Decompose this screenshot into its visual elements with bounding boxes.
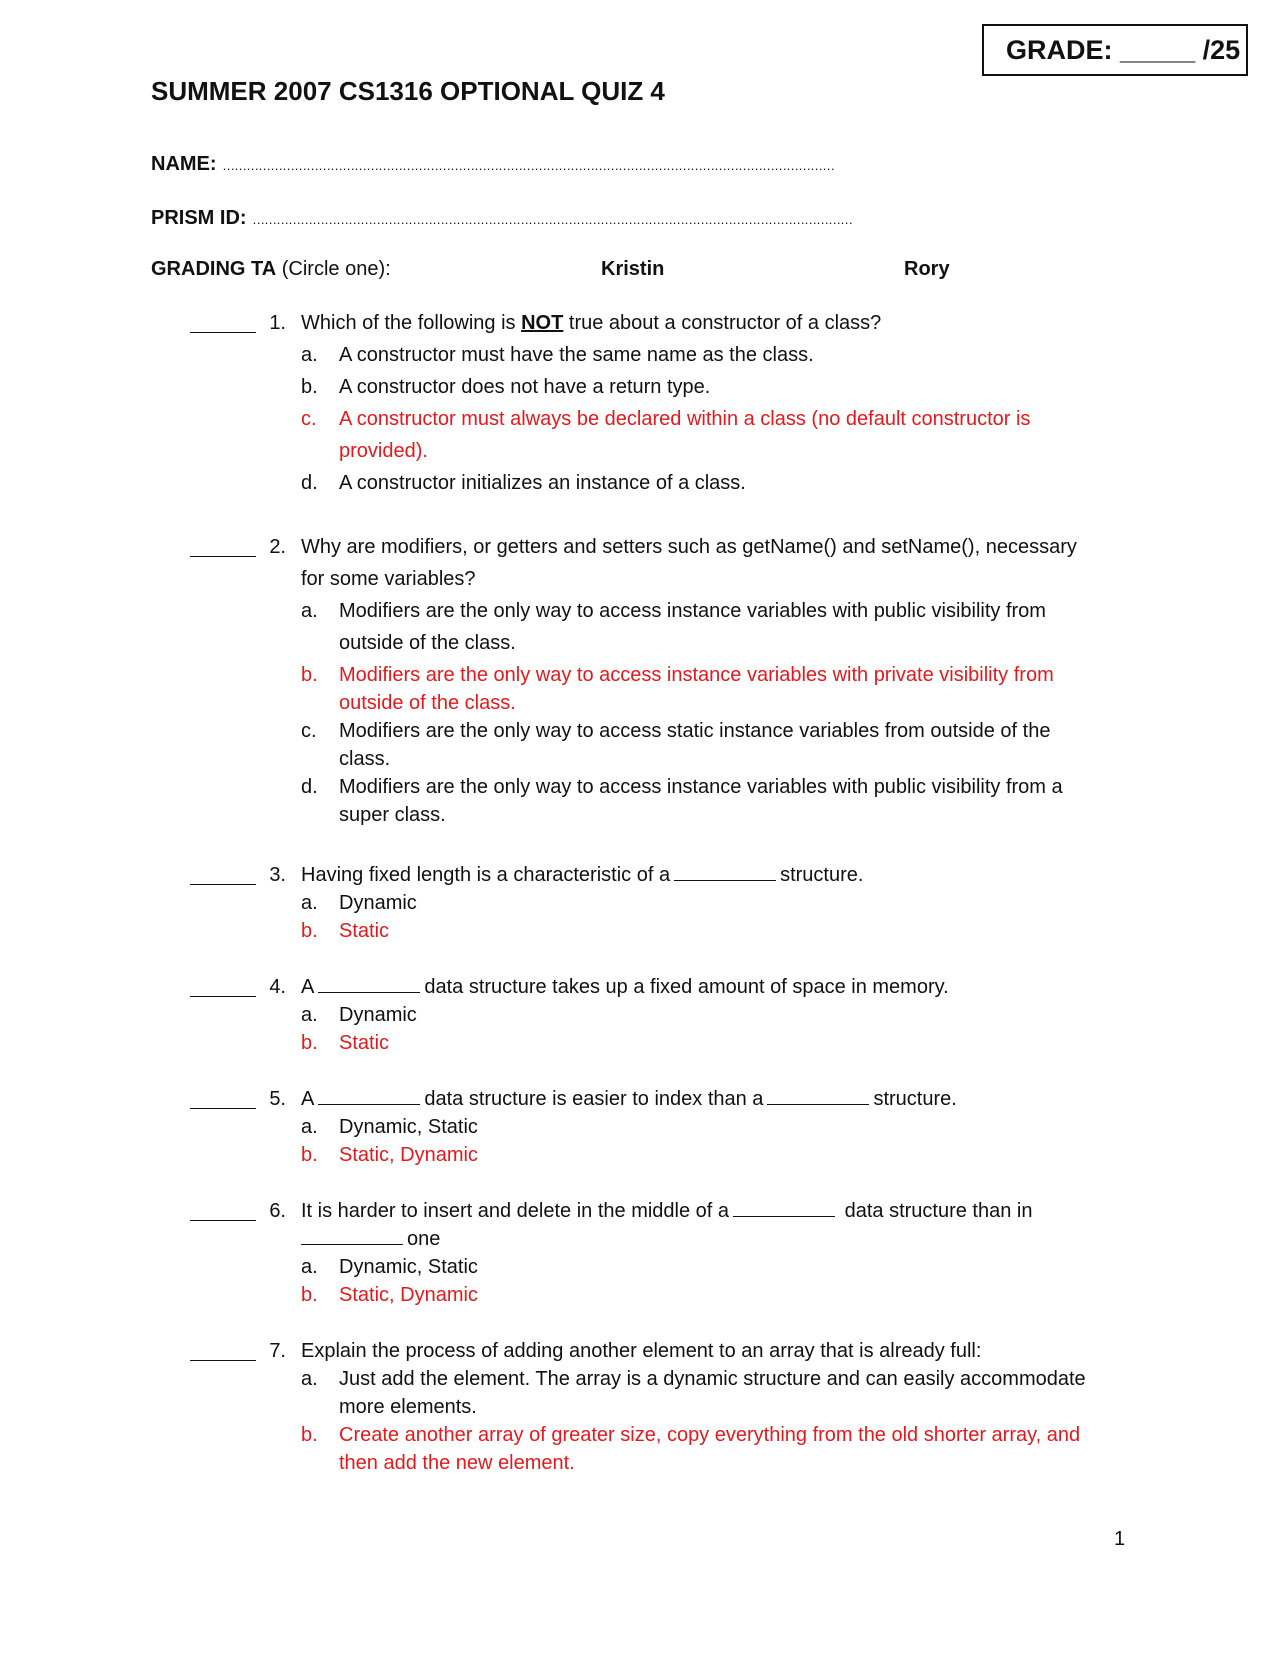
prism-id-dots: …………………………………………………………………………………………………………………………………… (252, 212, 853, 227)
answer-blank-5[interactable] (190, 1108, 256, 1109)
q4-option-b: Static (339, 1032, 390, 1054)
q5-option-a: Dynamic, Static (339, 1116, 478, 1138)
option-letter: b. (301, 1284, 318, 1306)
q2-option-c-cont: class. (339, 748, 391, 770)
q7-option-b: Create another array of greater size, copy everything from the old shorter array, and (339, 1424, 1081, 1446)
grading-ta-note: (Circle one): (281, 258, 391, 280)
option-letter: a. (301, 1116, 318, 1138)
answer-blank-6[interactable] (190, 1220, 256, 1221)
q2-option-b-cont: outside of the class. (339, 692, 516, 714)
question-3-text: Having fixed length is a characteristic of a structure. (301, 864, 864, 886)
option-letter: b. (301, 1424, 318, 1446)
q1-option-b: A constructor does not have a return type. (339, 376, 711, 398)
prism-id-label: PRISM ID: (151, 207, 247, 229)
fill-blank (733, 1198, 835, 1217)
option-letter: b. (301, 1144, 318, 1166)
q2-option-a: Modifiers are the only way to access instance variables with public visibility from (339, 600, 1046, 622)
q1-option-a: A constructor must have the same name as the class. (339, 344, 814, 366)
q2-option-d-cont: super class. (339, 804, 446, 826)
ta-option-rory[interactable]: Rory (904, 258, 950, 280)
option-letter: a. (301, 1256, 318, 1278)
option-letter: b. (301, 920, 318, 942)
name-dots: ……………………………………………………………………………………………………………………………………… (222, 158, 835, 173)
option-letter: b. (301, 376, 318, 398)
q2-option-a-cont: outside of the class. (339, 632, 516, 654)
page-number: 1 (1114, 1528, 1126, 1550)
option-letter: d. (301, 472, 318, 494)
q1-option-c-cont: provided). (339, 440, 428, 462)
prism-id-field[interactable] (151, 207, 852, 230)
fill-blank (767, 1086, 869, 1105)
option-letter: b. (301, 1032, 318, 1054)
fill-blank (318, 1086, 420, 1105)
option-letter: d. (301, 776, 318, 798)
answer-blank-1[interactable] (190, 332, 256, 333)
name-field[interactable] (151, 153, 834, 176)
question-number: 4. (269, 976, 286, 998)
q3-option-b: Static (339, 920, 390, 942)
q2-option-d: Modifiers are the only way to access instance variables with public visibility from a (339, 776, 1063, 798)
q1-option-d: A constructor initializes an instance of a class. (339, 472, 746, 494)
name-label: NAME: (151, 153, 217, 175)
question-5-text: A data structure is easier to index than a structure. (301, 1088, 957, 1110)
q2-option-b: Modifiers are the only way to access instance variables with private visibility from (339, 664, 1054, 686)
fill-blank (301, 1226, 403, 1245)
option-letter: a. (301, 892, 318, 914)
question-1-text: Which of the following is NOT true about a constructor of a class? (301, 312, 882, 334)
answer-blank-7[interactable] (190, 1360, 256, 1361)
grading-ta-label: GRADING TA (151, 258, 277, 280)
question-4-text: A data structure takes up a fixed amount of space in memory. (301, 976, 949, 998)
question-number: 2. (269, 536, 286, 558)
page-title: SUMMER 2007 CS1316 OPTIONAL QUIZ 4 (151, 76, 665, 106)
question-6-text: It is harder to insert and delete in the middle of a data structure than in (301, 1200, 1033, 1222)
q6-option-a: Dynamic, Static (339, 1256, 478, 1278)
question-2-text-cont: for some variables? (301, 568, 476, 590)
q2-option-c: Modifiers are the only way to access static instance variables from outside of the (339, 720, 1051, 742)
q6-option-b: Static, Dynamic (339, 1284, 478, 1306)
answer-blank-4[interactable] (190, 996, 256, 997)
question-number: 1. (269, 312, 286, 334)
fill-blank (674, 862, 776, 881)
answer-blank-2[interactable] (190, 556, 256, 557)
q4-option-a: Dynamic (339, 1004, 417, 1026)
option-letter: b. (301, 664, 318, 686)
q3-option-a: Dynamic (339, 892, 417, 914)
option-letter: a. (301, 344, 318, 366)
q5-option-b: Static, Dynamic (339, 1144, 478, 1166)
answer-blank-3[interactable] (190, 884, 256, 885)
q7-option-a-cont: more elements. (339, 1396, 477, 1418)
question-number: 3. (269, 864, 286, 886)
option-letter: a. (301, 600, 318, 622)
ta-option-kristin[interactable]: Kristin (601, 258, 665, 280)
question-number: 6. (269, 1200, 286, 1222)
grading-ta-row (151, 258, 391, 281)
q7-option-b-cont: then add the new element. (339, 1452, 575, 1474)
fill-blank (318, 974, 420, 993)
question-number: 7. (269, 1340, 286, 1362)
question-6-text-cont: one (301, 1226, 440, 1252)
question-2-text: Why are modifiers, or getters and setters such as getName() and setName(), necessary (301, 536, 1077, 558)
question-7-text: Explain the process of adding another element to an array that is already full: (301, 1340, 982, 1362)
q1-option-c: A constructor must always be declared within a class (no default constructor is (339, 408, 1031, 430)
option-letter: a. (301, 1004, 318, 1026)
option-letter: a. (301, 1368, 318, 1390)
grade-box: GRADE: _____ /25 (982, 24, 1248, 76)
option-letter: c. (301, 408, 317, 430)
q7-option-a: Just add the element. The array is a dynamic structure and can easily accommodate (339, 1368, 1086, 1390)
question-number: 5. (269, 1088, 286, 1110)
option-letter: c. (301, 720, 317, 742)
